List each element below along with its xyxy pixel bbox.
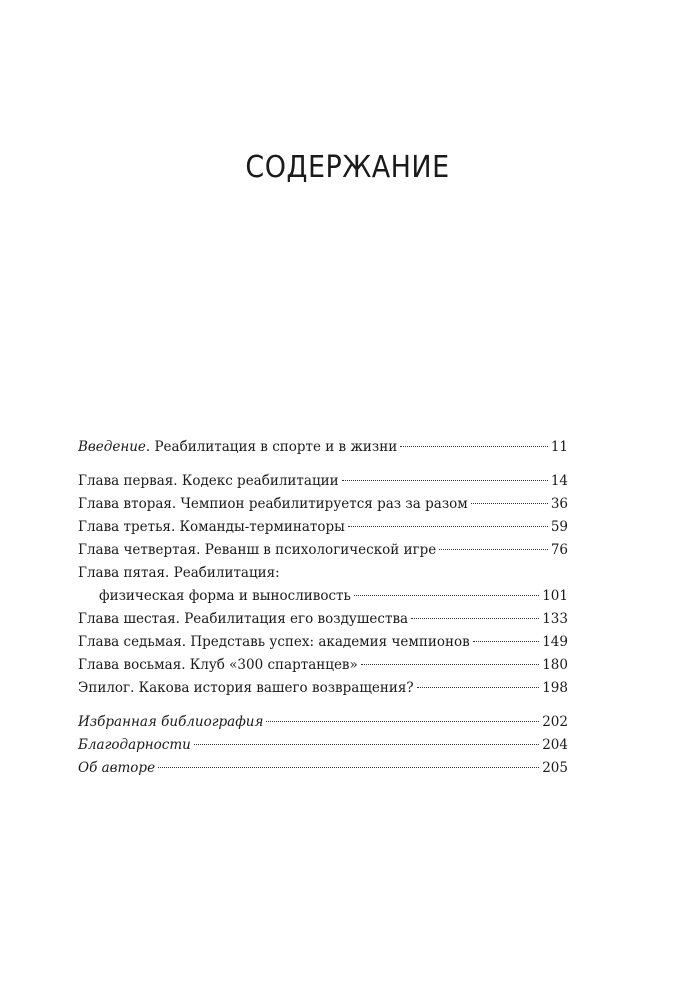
dot-leader [471,503,548,504]
toc-entry-page: 180 [542,657,568,673]
toc-entry-page: 198 [542,680,568,696]
toc-entry-chapter-2[interactable] [78,493,568,516]
dot-leader [342,480,548,481]
toc-entry-page: 202 [542,714,568,730]
toc-entry-label: Глава пятая. Реабилитация: [78,565,280,581]
toc-entry-label: Глава первая. Кодекс реабилитации [78,473,339,489]
toc-entry-label: Глава четвертая. Реванш в психологической игре [78,542,437,558]
toc-entry-page: 204 [542,737,568,753]
dot-leader [266,721,539,722]
table-of-contents [78,436,568,780]
toc-entry-page: 205 [542,760,568,776]
toc-entry-page: 133 [542,611,568,627]
toc-entry-page: 11 [550,439,568,455]
toc-entry-label [78,436,397,459]
dot-leader [473,641,539,642]
dot-leader [439,549,548,550]
toc-entry-page: 149 [542,634,568,650]
toc-entry-chapter-3[interactable] [78,516,568,539]
toc-entry-label: Эпилог. Какова история вашего возвращения? [78,680,414,696]
toc-entry-chapter-4[interactable] [78,539,568,562]
toc-entry-label-emphasis: Введение [78,439,146,455]
toc-entry-label: Глава седьмая. Представь успех: академия чемпионов [78,634,470,650]
toc-entry-label: Избранная библиография [78,714,264,730]
toc-entry-introduction[interactable] [78,436,568,459]
dot-leader [348,526,548,527]
toc-entry-label: Глава вторая. Чемпион реабилитируется раз за разом [78,496,468,512]
toc-entry-page: 76 [550,542,568,558]
toc-entry-chapter-7[interactable] [78,631,568,654]
toc-entry-epilogue[interactable] [78,677,568,700]
toc-entry-page: 14 [550,473,568,489]
toc-entry-bibliography[interactable] [78,711,568,734]
dot-leader [354,595,539,596]
dot-leader [361,664,539,665]
page-title: СОДЕРЖАНИЕ [245,150,450,185]
dot-leader [417,687,540,688]
toc-entry-about-author[interactable] [78,757,568,780]
toc-entry-label-rest: . Реабилитация в спорте и в жизни [145,439,398,455]
toc-entry-chapter-5-line-1[interactable] [78,562,568,585]
toc-entry-label: Глава восьмая. Клуб «300 спартанцев» [78,657,358,673]
dot-leader [411,618,539,619]
toc-entry-label: физическая форма и выносливость [99,588,351,604]
toc-entry-label: Глава шестая. Реабилитация его воздушества [78,611,409,627]
dot-leader [400,446,548,447]
toc-entry-chapter-1[interactable] [78,470,568,493]
toc-entry-label: Об авторе [78,760,156,776]
toc-entry-label: Глава третья. Команды-терминаторы [78,519,345,535]
toc-entry-acknowledgements[interactable] [78,734,568,757]
toc-entry-chapter-5-line-2[interactable] [78,585,568,608]
toc-entry-label: Благодарности [78,737,191,753]
toc-entry-page: 101 [542,588,568,604]
toc-entry-chapter-8[interactable] [78,654,568,677]
toc-entry-page: 36 [550,496,568,512]
dot-leader [158,767,539,768]
toc-entry-page: 59 [550,519,568,535]
dot-leader [194,744,539,745]
toc-entry-chapter-6[interactable] [78,608,568,631]
